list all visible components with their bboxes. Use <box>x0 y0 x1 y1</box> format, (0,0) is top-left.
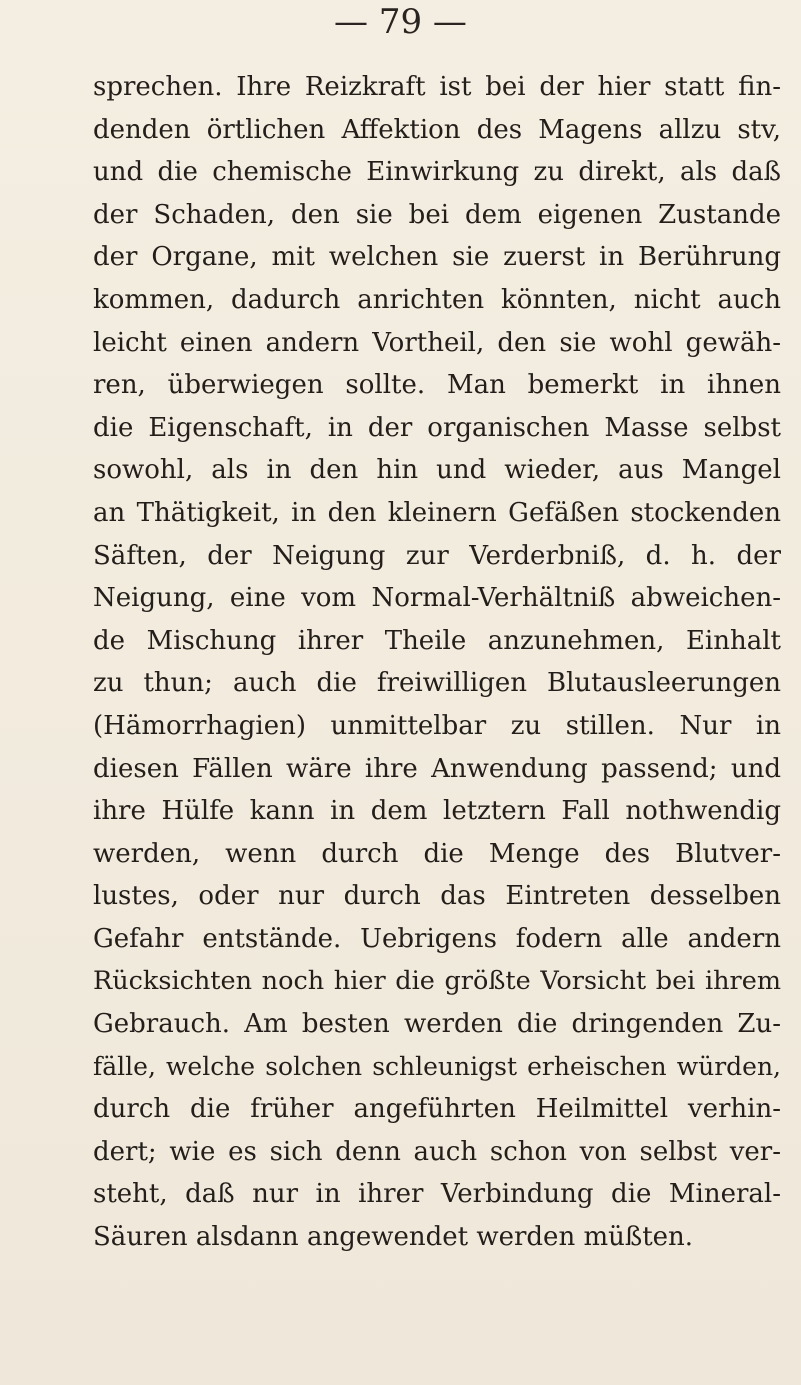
text-line: dert; wie es sich denn auch schon von selbst ver- <box>93 1136 781 1167</box>
body-text <box>93 66 781 1259</box>
text-line: Rücksichten noch hier die größte Vorsicht bei ihrem <box>93 966 781 997</box>
text-line: steht, daß nur in ihrer Verbindung die Mineral- <box>93 1179 781 1210</box>
text-line: der Organe, mit welchen sie zuerst in Berührung <box>93 242 781 273</box>
text-line: Säften, der Neigung zur Verderbniß, d. h. der <box>93 540 781 571</box>
text-line: sprechen. Ihre Reizkraft ist bei der hier statt fin- <box>93 72 781 102</box>
text-line: diesen Fällen wäre ihre Anwendung passend; und <box>93 753 781 784</box>
text-line: sowohl, als in den hin und wieder, aus Mangel <box>93 455 781 486</box>
text-line: (Hämorrhagien) unmittelbar zu stillen. Nur in <box>93 710 781 741</box>
page-number: — 79 — <box>334 2 467 42</box>
text-line: die Eigenschaft, in der organischen Masse selbst <box>93 412 781 443</box>
text-line: der Schaden, den sie bei dem eigenen Zustande <box>93 199 781 230</box>
text-line: fälle, welche solchen schleunigst erheischen würden, <box>93 1051 781 1081</box>
text-line: werden, wenn durch die Menge des Blutver- <box>93 838 781 869</box>
text-line: zu thun; auch die freiwilligen Blutausleerungen <box>93 668 781 699</box>
text-line: Gefahr entstände. Uebrigens fodern alle andern <box>93 923 781 954</box>
text-line: Neigung, eine vom Normal-Verhältniß abweichen- <box>93 583 781 614</box>
text-line: Säuren alsdann angewendet werden müßten. <box>93 1222 694 1253</box>
text-line: und die chemische Einwirkung zu direkt, als daß <box>93 157 781 188</box>
text-line: kommen, dadurch anrichten könnten, nicht auch <box>93 284 781 315</box>
text-line: Gebrauch. Am besten werden die dringenden Zu- <box>93 1009 781 1040</box>
text-line: leicht einen andern Vortheil, den sie wohl gewäh- <box>93 327 781 358</box>
text-line: durch die früher angeführten Heilmittel verhin- <box>93 1094 781 1125</box>
text-line: de Mischung ihrer Theile anzunehmen, Einhalt <box>93 625 781 656</box>
text-line: an Thätigkeit, in den kleinern Gefäßen stockenden <box>93 497 781 528</box>
text-line: ren, überwiegen sollte. Man bemerkt in ihnen <box>93 370 781 401</box>
text-line: lustes, oder nur durch das Eintreten desselben <box>93 881 781 912</box>
text-line: ihre Hülfe kann in dem letztern Fall nothwendig <box>93 796 781 827</box>
text-line: denden örtlichen Affektion des Magens allzu stv, <box>93 114 781 145</box>
